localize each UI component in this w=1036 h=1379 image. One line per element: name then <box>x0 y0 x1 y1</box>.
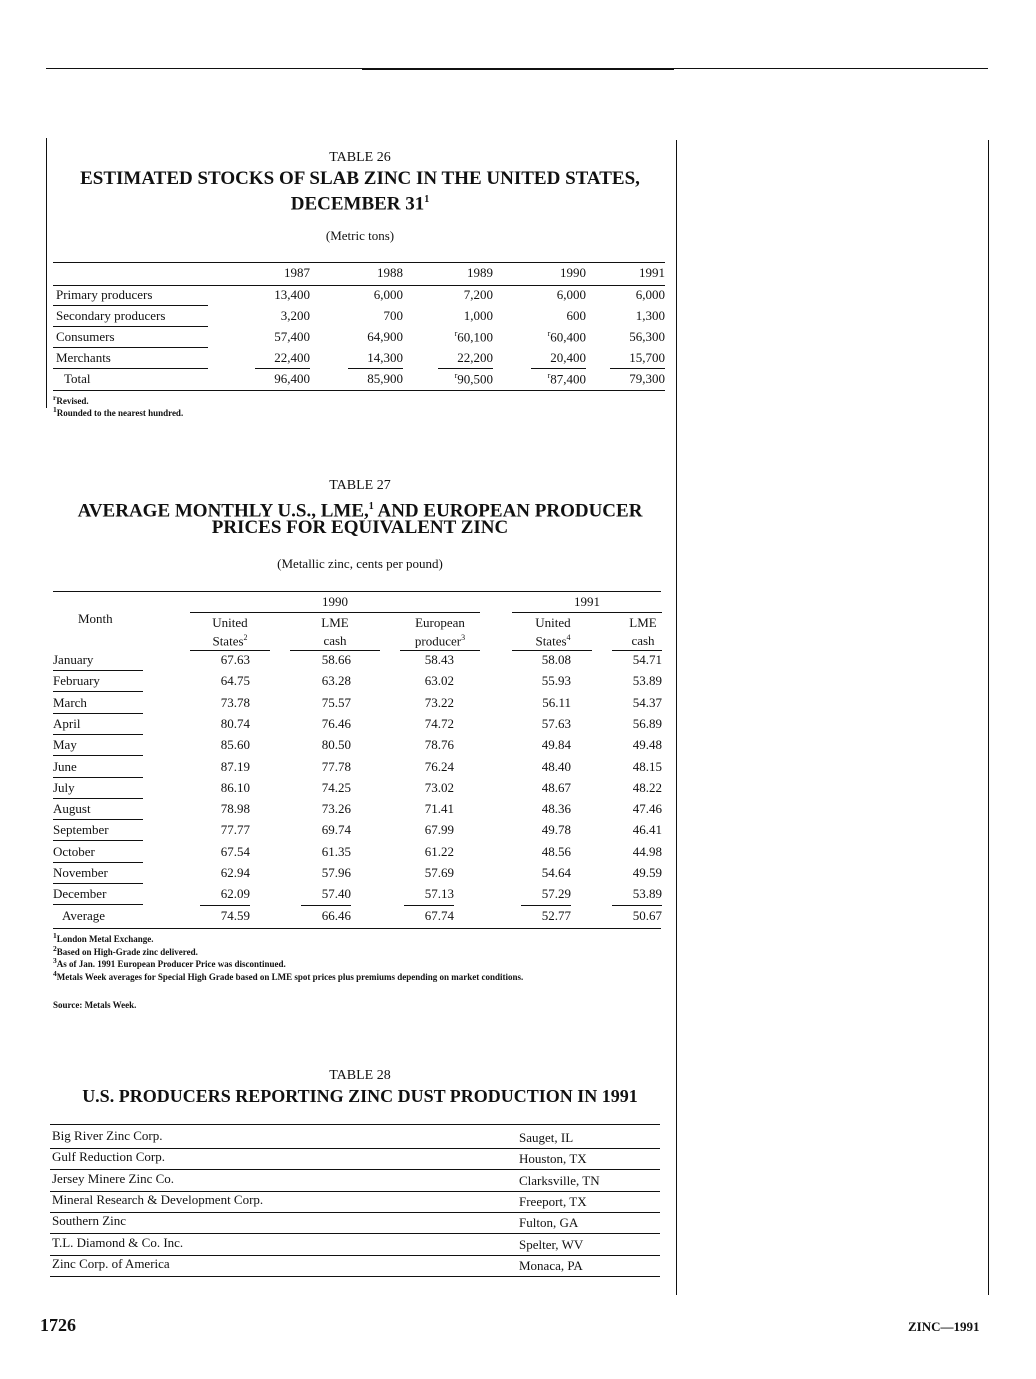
table-27-cell: 71.41 <box>424 801 454 817</box>
table-27-month: August <box>53 801 91 817</box>
table-26-cell: $^r$87,400 <box>547 371 586 387</box>
year-1991-header: 1991 <box>574 594 600 609</box>
table-27-footnote: $^3$As of Jan. 1991 European Producer Price was discontinued. <box>53 956 286 969</box>
table-28-row-rule <box>50 1276 660 1277</box>
table-26-row-label: Total <box>64 371 91 386</box>
table-27-sum-line <box>301 905 351 906</box>
table-27-col-header-line1: LME <box>321 615 349 630</box>
running-title: ZINC—1991 <box>908 1319 980 1334</box>
table-27-month-underline <box>53 904 143 905</box>
table-27-header-underline <box>290 650 380 651</box>
table-27-cell: 58.08 <box>541 652 571 667</box>
table-27-cell: 74.25 <box>321 779 351 795</box>
table-27-month-underline <box>53 883 143 884</box>
table-28-company: Jersey Minere Zinc Co. <box>52 1170 175 1186</box>
table-27-cell: 75.57 <box>321 694 351 710</box>
table-27-cell: 87.19 <box>220 758 250 774</box>
table-26-subtitle: (Metric tons) <box>325 228 395 243</box>
table-26-cell: 14,300 <box>367 350 403 365</box>
table-26-cell: 22,200 <box>457 350 493 365</box>
table-28-location: Clarksville, TN <box>519 1172 600 1188</box>
table-27-cell: 52.77 <box>541 907 571 923</box>
table-27-sum-line <box>200 905 250 906</box>
table-26-sum-line <box>610 368 665 369</box>
table-26-footnote-revised: $^r$Revised. <box>53 393 89 406</box>
table-27-month: December <box>53 886 107 902</box>
table-27-month-underline <box>53 755 143 756</box>
table-26-title-line2: DECEMBER $31^1$ <box>290 193 430 215</box>
table-27-month: July <box>53 779 75 795</box>
table-27-cell: 56.11 <box>542 694 571 710</box>
table-26-row-label: Primary producers <box>56 287 153 302</box>
table-27-cell: 62.09 <box>220 886 250 902</box>
table-26-year-header: 1988 <box>377 265 403 280</box>
table-26-sum-line <box>438 368 493 369</box>
table-27-cell: 78.98 <box>220 801 250 817</box>
table-26-sum-line <box>255 368 310 369</box>
table-27-col-header-line2: producer$^3$ <box>414 633 466 649</box>
table-26-row-underline <box>53 326 208 327</box>
table-27-cell: 73.22 <box>424 694 454 710</box>
table-28-label: TABLE 28 <box>329 1068 391 1083</box>
table-27-cell: 67.74 <box>424 907 454 923</box>
table-26-cell: 15,700 <box>629 350 665 365</box>
table-26-row-label: Secondary producers <box>56 308 166 323</box>
table-26-cell: 1,000 <box>463 308 493 323</box>
table-27-cell: 57.29 <box>541 886 571 902</box>
table-27-cell: 47.46 <box>632 801 662 817</box>
table-27-month: May <box>53 737 77 753</box>
year-1990-header: 1990 <box>322 594 348 609</box>
table-26-year-header: 1991 <box>639 265 665 280</box>
table-27-cell: 73.26 <box>321 801 351 817</box>
table-27-cell: 57.13 <box>424 886 454 902</box>
table-27-month: April <box>53 715 81 731</box>
table-27-header-underline <box>512 650 592 651</box>
table-26-cell: 96,400 <box>274 371 310 386</box>
table-27-month: Average <box>62 907 106 923</box>
table-27-cell: 67.99 <box>424 822 454 838</box>
table-27-header-underline <box>190 650 270 651</box>
table-26-cell: 1,300 <box>635 308 665 323</box>
table-27-cell: 64.75 <box>220 673 250 689</box>
table-27-month-underline <box>53 798 143 799</box>
table-27-cell: 80.50 <box>321 737 351 753</box>
table-26-cell: $^r$90,500 <box>454 371 493 387</box>
table-26-cell: 57,400 <box>274 329 310 344</box>
table-26-cell: 64,900 <box>367 329 403 344</box>
table-27-month: November <box>53 865 108 880</box>
table-26-row-underline <box>53 347 208 348</box>
table-27-month: October <box>53 843 95 859</box>
table-27-col-header-line1: LME <box>629 615 657 630</box>
table-28-company: Southern Zinc <box>52 1213 127 1229</box>
month-header: Month <box>78 611 113 626</box>
table-27-footnote: $^2$Based on High-Grade zinc delivered. <box>53 943 198 957</box>
year-1990-spanner <box>190 612 480 613</box>
table-27-col-header-line1: United <box>535 615 571 630</box>
table-27-cell: 48.15 <box>632 758 662 774</box>
table-26-cell: 20,400 <box>550 350 586 365</box>
table-27-cell: 53.89 <box>632 886 662 902</box>
table-27-cell: 57.96 <box>321 865 351 880</box>
table-27-cell: 76.46 <box>321 715 351 731</box>
table-27-month: February <box>53 673 100 689</box>
table-27-cell: 73.02 <box>424 779 454 795</box>
table-28-top-rule <box>50 1124 660 1125</box>
table-26-cell: $^r$60,100 <box>454 329 493 345</box>
table-27-header-underline <box>612 650 662 651</box>
table-28-location: Fulton, GA <box>519 1215 579 1231</box>
table-27-cell: 48.22 <box>632 779 662 795</box>
table-27-cell: 77.77 <box>220 822 250 838</box>
table-27-cell: 44.98 <box>632 843 662 859</box>
table-27-cell: 49.78 <box>541 822 571 838</box>
table-27-cell: 78.76 <box>424 737 454 753</box>
table-27-cell: 74.59 <box>220 907 250 923</box>
table-26-cell: 600 <box>566 308 586 323</box>
table-27-footnote: $^1$London Metal Exchange. <box>53 931 154 944</box>
table-27-cell: 48.40 <box>541 758 571 774</box>
table-27-col-header-line1: European <box>415 615 465 630</box>
table-26-cell: 7,200 <box>463 287 493 302</box>
table-28-location: Sauget, IL <box>519 1130 574 1145</box>
table-28-company: Mineral Research & Development Corp. <box>52 1191 264 1207</box>
table-26-top-rule <box>53 262 665 263</box>
table-27-cell: 61.35 <box>321 843 351 859</box>
table-26-cell: 3,200 <box>280 308 310 323</box>
table-26-label: TABLE 26 <box>329 150 391 165</box>
table-26-cell: 6,000 <box>635 287 665 302</box>
table-27-month-underline <box>53 819 143 820</box>
table-27-month: March <box>53 694 87 710</box>
table-27-cell: 50.67 <box>632 907 662 923</box>
table-26-cell: 13,400 <box>274 287 310 302</box>
table-27-cell: 54.71 <box>632 652 662 667</box>
table-28-location: Freeport, TX <box>519 1193 587 1209</box>
table-27-sum-line <box>612 905 662 906</box>
table-27-title-line2: PRICES FOR EQUIVALENT ZINC <box>211 517 509 538</box>
table-26-year-header: 1989 <box>467 265 493 280</box>
top-rule-thick <box>362 68 674 70</box>
table-27-cell: 49.48 <box>632 737 662 753</box>
table-27-cell: 74.72 <box>424 715 454 731</box>
table-26-row-underline <box>53 368 208 369</box>
table-28-company: T.L. Diamond & Co. Inc. <box>52 1234 184 1250</box>
table-27-cell: 53.89 <box>632 673 662 689</box>
table-27-cell: 63.02 <box>424 673 454 689</box>
table-27-label: TABLE 27 <box>329 478 391 493</box>
table-28-location: Monaca, PA <box>519 1257 583 1273</box>
table-26-cell: 85,900 <box>367 371 403 386</box>
table-27-cell: 46.41 <box>632 822 662 838</box>
table-26-cell: 6,000 <box>373 287 403 302</box>
table-27-cell: 48.67 <box>541 779 571 795</box>
table-27-cell: 55.93 <box>541 673 571 689</box>
table-26-cell: 56,300 <box>629 329 665 344</box>
table-27-month-underline <box>53 840 143 841</box>
table-27-header-underline <box>400 650 480 651</box>
table-26-title-line1: ESTIMATED STOCKS OF SLAB ZINC IN THE UNITED STATES, <box>80 168 640 189</box>
table-27-month-underline <box>53 777 143 778</box>
table-27-cell: 56.89 <box>632 715 662 731</box>
table-27-cell: 54.64 <box>541 865 571 880</box>
table-27-cell: 49.84 <box>541 737 571 753</box>
table-27-cell: 69.74 <box>321 822 351 838</box>
table-28-company: Big River Zinc Corp. <box>52 1128 163 1143</box>
table-27-sum-line <box>404 905 454 906</box>
table-26-row-underline <box>53 305 208 306</box>
table-26-sum-line <box>531 368 586 369</box>
table-26-cell: $^r$60,400 <box>547 329 586 345</box>
right-column-rule <box>988 140 989 1295</box>
left-column-rule <box>46 138 47 408</box>
table-26-cell: 22,400 <box>274 350 310 365</box>
table-27-cell: 57.40 <box>321 886 351 902</box>
table-27-footnote: $^4$Metals Week averages for Special High Grade based on LME spot prices plus premiums depending on market conditions. <box>53 968 524 982</box>
table-27-cell: 66.46 <box>321 907 351 923</box>
table-26-row-label: Merchants <box>56 350 111 365</box>
table-27-month-underline <box>53 691 143 692</box>
table-27-col-header-line1: United <box>212 615 248 630</box>
table-27-cell: 49.59 <box>632 865 662 880</box>
table-26-bottom-rule <box>53 390 665 391</box>
table-27-cell: 62.94 <box>220 865 250 880</box>
table-27-title-line1: AVERAGE MONTHLY U.S., LME,$^1$ AND EUROPEAN PRODUCER <box>77 500 643 522</box>
table-27-month-underline <box>53 713 143 714</box>
table-27-cell: 77.78 <box>321 758 351 774</box>
year-1991-spanner <box>512 612 662 613</box>
table-27-month-underline <box>53 862 143 863</box>
table-27-col-header-line2: States$^4$ <box>535 633 571 649</box>
table-27-month: January <box>53 652 94 667</box>
table-27-month-underline <box>53 670 143 671</box>
center-column-rule <box>676 140 677 1295</box>
table-27-cell: 48.36 <box>541 801 571 817</box>
table-27-month-underline <box>53 734 143 735</box>
table-27-col-header-line2: cash <box>631 633 655 648</box>
table-26-sum-line <box>348 368 403 369</box>
table-27-cell: 80.74 <box>220 715 250 731</box>
table-28-row-rule <box>50 1212 660 1213</box>
table-26-year-header: 1990 <box>560 265 586 280</box>
table-27-col-header-line2: cash <box>323 633 347 648</box>
table-28-location: Spelter, WV <box>519 1236 584 1252</box>
table-27-cell: 85.60 <box>220 737 250 753</box>
table-26-year-header: 1987 <box>284 265 310 280</box>
table-27-top-rule <box>53 591 661 592</box>
table-27-cell: 63.28 <box>321 673 351 689</box>
table-27-cell: 73.78 <box>220 694 250 710</box>
table-27-cell: 57.69 <box>424 865 454 880</box>
table-27-cell: 58.43 <box>424 652 454 667</box>
table-27-cell: 48.56 <box>541 843 571 859</box>
table-26-footnote-rounded: $^1$Rounded to the nearest hundred. <box>53 405 184 418</box>
table-28-location: Houston, TX <box>519 1151 587 1167</box>
table-27-cell: 54.37 <box>632 694 662 710</box>
table-28-company: Zinc Corp. of America <box>52 1255 170 1271</box>
table-27-cell: 58.66 <box>321 652 351 667</box>
table-27-cell: 86.10 <box>220 779 250 795</box>
table-28-company: Gulf Reduction Corp. <box>52 1149 166 1165</box>
table-27-cell: 61.22 <box>424 843 454 859</box>
table-27-bottom-rule <box>53 928 661 929</box>
table-27-source: Source: Metals Week. <box>53 1000 137 1010</box>
page-number: 1726 <box>40 1315 76 1335</box>
table-26-header-rule <box>53 285 665 286</box>
table-27-subtitle: (Metallic zinc, cents per pound) <box>277 556 443 571</box>
table-27-cell: 67.63 <box>220 652 250 667</box>
table-26-row-label: Consumers <box>56 329 115 344</box>
table-26-cell: 700 <box>383 308 403 323</box>
table-26-cell: 6,000 <box>556 287 586 302</box>
table-27-month: June <box>53 758 77 774</box>
table-26-cell: 79,300 <box>629 371 665 386</box>
table-27-cell: 76.24 <box>424 758 454 774</box>
table-27-cell: 57.63 <box>541 715 571 731</box>
table-27-sum-line <box>521 905 571 906</box>
table-27-month: September <box>53 822 109 838</box>
table-27-cell: 67.54 <box>220 843 250 859</box>
table-28-title: U.S. PRODUCERS REPORTING ZINC DUST PRODUCTION IN 1991 <box>82 1086 638 1106</box>
table-27-col-header-line2: States$^2$ <box>212 633 248 649</box>
